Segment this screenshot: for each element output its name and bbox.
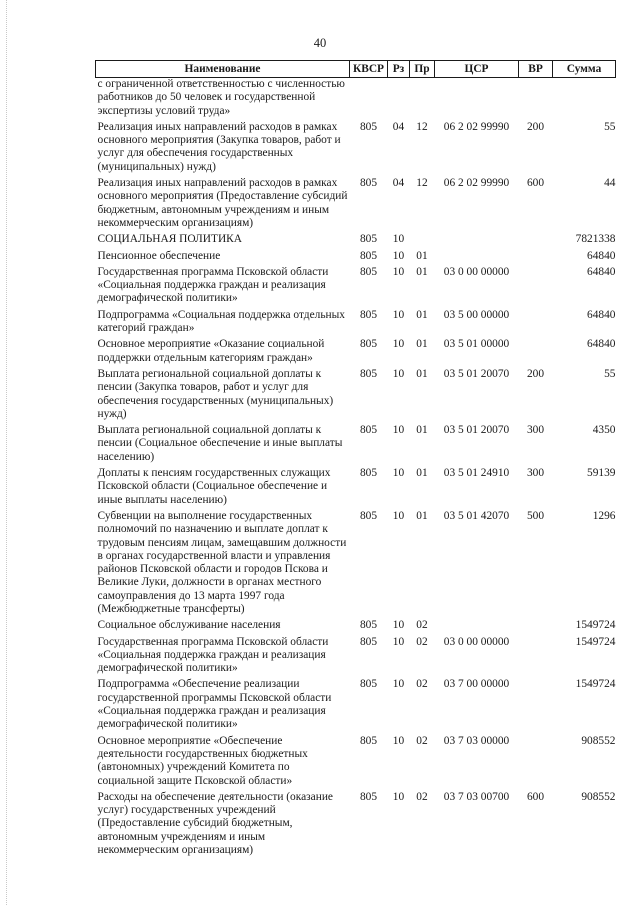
cell-kvsr [350, 78, 388, 118]
cell-vr: 200 [526, 367, 545, 380]
table-row [96, 230, 616, 246]
cell-kvsr: 805 [359, 790, 378, 803]
header-csr: ЦСР [435, 61, 519, 78]
header-name: Наименование [96, 61, 350, 78]
cell-pr: 01 [416, 367, 428, 380]
cell-sum: 4350 [592, 424, 616, 437]
cell-pr: 01 [416, 509, 428, 522]
cell-vr [519, 263, 553, 306]
cell-kvsr: 805 [359, 265, 378, 278]
cell-kvsr: 805 [359, 619, 378, 632]
header-pr: Пр [410, 61, 435, 78]
cell-sum: 55 [604, 367, 616, 380]
cell-name: Доплаты к пенсиям государственных служащих Псковской области (Социальное обеспечение и иные выплаты населению) [97, 467, 331, 506]
cell-sum: 44 [604, 177, 616, 190]
cell-rz: 04 [392, 177, 405, 190]
cell-csr [435, 78, 519, 118]
cell-name: СОЦИАЛЬНАЯ ПОЛИТИКА [97, 233, 243, 246]
cell-rz: 10 [392, 734, 405, 747]
cell-kvsr: 805 [359, 177, 378, 190]
table-row [96, 306, 616, 336]
cell-name: Государственная программа Псковской области «Социальная поддержка граждан и реализация демографической политики» [97, 265, 329, 305]
cell-name: Пенсионное обеспечение [97, 249, 221, 262]
cell-pr: 12 [416, 177, 428, 190]
cell-vr [519, 78, 553, 118]
budget-table [95, 60, 616, 857]
cell-rz: 10 [392, 424, 405, 437]
cell-rz: 10 [392, 233, 405, 246]
cell-kvsr: 805 [359, 467, 378, 480]
cell-vr [519, 675, 553, 731]
cell-rz: 10 [392, 635, 405, 648]
cell-rz: 10 [392, 678, 405, 691]
table-row [96, 732, 616, 788]
cell-pr: 01 [416, 265, 428, 278]
cell-name: Основное мероприятие «Оказание социальной поддержки отдельным категориям граждан» [97, 338, 325, 364]
cell-pr: 01 [416, 424, 428, 437]
table-row [96, 247, 616, 263]
cell-vr: 600 [526, 177, 545, 190]
cell-pr: 02 [416, 790, 428, 803]
cell-vr [519, 732, 553, 788]
cell-rz: 10 [392, 467, 405, 480]
cell-csr: 06 2 02 99990 [443, 177, 510, 190]
cell-sum: 1549724 [575, 678, 616, 691]
cell-kvsr: 805 [359, 233, 378, 246]
table-body [96, 78, 616, 858]
cell-pr: 12 [416, 120, 428, 133]
cell-vr [519, 247, 553, 263]
cell-csr: 03 5 01 00000 [443, 338, 510, 351]
cell-name: Выплата региональной социальной доплаты к пенсии (Закупка товаров, работ и услуг для обеспечения государственных (муниципальных) нужд) [97, 367, 334, 420]
cell-rz: 10 [392, 509, 405, 522]
cell-rz: 10 [392, 249, 405, 262]
header-sum: Сумма [553, 61, 616, 78]
table-row [96, 78, 616, 118]
cell-kvsr: 805 [359, 635, 378, 648]
table-row [96, 675, 616, 731]
cell-name: Основное мероприятие «Обеспечение деятельности государственных бюджетных (автономных) учреждений Комитета по социальной защите Псковской области» [97, 734, 308, 787]
header-rz: Рз [388, 61, 410, 78]
cell-csr: 03 5 01 24910 [443, 467, 510, 480]
cell-rz: 04 [392, 120, 405, 133]
cell-pr: 02 [416, 678, 428, 691]
cell-kvsr: 805 [359, 424, 378, 437]
cell-pr [410, 78, 435, 118]
cell-csr: 06 2 02 99990 [443, 120, 510, 133]
cell-sum: 1296 [592, 509, 616, 522]
cell-kvsr: 805 [359, 338, 378, 351]
cell-sum: 1549724 [575, 635, 616, 648]
header-vr: ВР [519, 61, 553, 78]
cell-vr: 300 [526, 424, 545, 437]
cell-csr [435, 247, 519, 263]
table-row [96, 335, 616, 365]
cell-sum: 55 [604, 120, 616, 133]
cell-csr: 03 0 00 00000 [443, 635, 510, 648]
cell-csr [435, 616, 519, 632]
cell-sum: 64840 [587, 338, 616, 351]
table-row [96, 616, 616, 632]
cell-vr [519, 230, 553, 246]
cell-sum: 1549724 [575, 619, 616, 632]
table-row [96, 464, 616, 507]
cell-rz: 10 [392, 367, 405, 380]
scan-edge-line [6, 0, 8, 905]
cell-sum: 64840 [587, 265, 616, 278]
page-number: 40 [313, 36, 327, 50]
cell-name: Субвенции на выполнение государственных полномочий по назначению и выплате доплат к трудовым пенсиям лицам, замещавшим должности в органах государственной власти и управления районов Псковской области и городов Пскова и Великие Луки, должности в органах местного самоуправления до 13 марта 1997 года (Межбюджетные трансферты) [97, 509, 347, 615]
cell-csr: 03 7 03 00000 [443, 734, 510, 747]
table-row [96, 633, 616, 676]
cell-vr: 500 [526, 509, 545, 522]
cell-vr [519, 306, 553, 336]
cell-name: Реализация иных направлений расходов в рамках основного мероприятия (Предоставление субсидий бюджетным, автономным учреждениям и иным некоммерческим организациям) [97, 177, 348, 229]
cell-csr: 03 5 01 42070 [443, 509, 510, 522]
table-row [96, 263, 616, 306]
cell-csr [435, 230, 519, 246]
cell-sum: 59139 [587, 467, 616, 480]
cell-name: Подпрограмма «Социальная поддержка отдельных категорий граждан» [97, 308, 345, 335]
cell-rz: 10 [392, 790, 405, 803]
cell-rz: 10 [392, 265, 405, 278]
cell-name: Выплата региональной социальной доплаты к пенсии (Социальное обеспечение и иные выплаты населению) [97, 424, 343, 463]
cell-sum [553, 78, 616, 118]
cell-sum: 908552 [581, 790, 616, 803]
cell-vr [519, 616, 553, 632]
cell-rz: 10 [392, 338, 405, 351]
cell-pr: 01 [416, 467, 428, 480]
cell-name: Расходы на обеспечение деятельности (оказание услуг) государственных учреждений (Предоставление субсидий бюджетным, автономным учреждениям и иным некоммерческим организациям) [97, 790, 333, 857]
cell-vr [519, 335, 553, 365]
table-row [96, 507, 616, 616]
cell-csr: 03 5 01 20070 [443, 424, 510, 437]
cell-sum: 64840 [587, 249, 616, 262]
table-row [96, 788, 616, 857]
table-row [96, 365, 616, 421]
cell-csr: 03 5 00 00000 [443, 308, 510, 321]
cell-name: Подпрограмма «Обеспечение реализации государственной программы Псковской области «Социальная поддержка граждан и реализация демографической политики» [97, 678, 332, 731]
cell-name: с ограниченной ответственностью с численностью работников до 50 человек и государственной экспертизы условий труда» [97, 78, 345, 117]
cell-vr [519, 633, 553, 676]
cell-kvsr: 805 [359, 249, 378, 262]
cell-sum: 64840 [587, 308, 616, 321]
cell-vr: 600 [526, 790, 545, 803]
cell-rz: 10 [392, 619, 405, 632]
cell-pr [410, 230, 435, 246]
cell-pr: 01 [416, 338, 428, 351]
cell-vr: 300 [526, 467, 545, 480]
table-row [96, 174, 616, 230]
cell-csr: 03 7 00 00000 [443, 678, 510, 691]
cell-name: Государственная программа Псковской области «Социальная поддержка граждан и реализация демографической политики» [97, 635, 329, 675]
cell-kvsr: 805 [359, 678, 378, 691]
cell-pr: 01 [416, 308, 428, 321]
cell-csr: 03 0 00 00000 [443, 265, 510, 278]
cell-rz [388, 78, 410, 118]
cell-name: Реализация иных направлений расходов в рамках основного мероприятия (Закупка товаров, работ и услуг для обеспечения государственных (муниципальных) нужд) [97, 120, 341, 173]
cell-sum: 908552 [581, 734, 616, 747]
cell-name: Социальное обслуживание населения [97, 619, 281, 632]
cell-kvsr: 805 [359, 509, 378, 522]
cell-pr: 02 [416, 734, 428, 747]
cell-vr: 200 [526, 120, 545, 133]
header-kvsr: КВСР [350, 61, 388, 78]
cell-kvsr: 805 [359, 367, 378, 380]
cell-sum: 7821338 [575, 233, 616, 246]
cell-pr: 02 [416, 635, 428, 648]
cell-csr: 03 7 03 00700 [443, 790, 510, 803]
cell-kvsr: 805 [359, 734, 378, 747]
cell-csr: 03 5 01 20070 [443, 367, 510, 380]
cell-kvsr: 805 [359, 308, 378, 321]
cell-rz: 10 [392, 308, 405, 321]
cell-pr: 02 [416, 619, 428, 632]
table-header [96, 61, 616, 78]
cell-pr: 01 [416, 249, 428, 262]
table-row [96, 118, 616, 174]
cell-kvsr: 805 [359, 120, 378, 133]
table-row [96, 421, 616, 464]
